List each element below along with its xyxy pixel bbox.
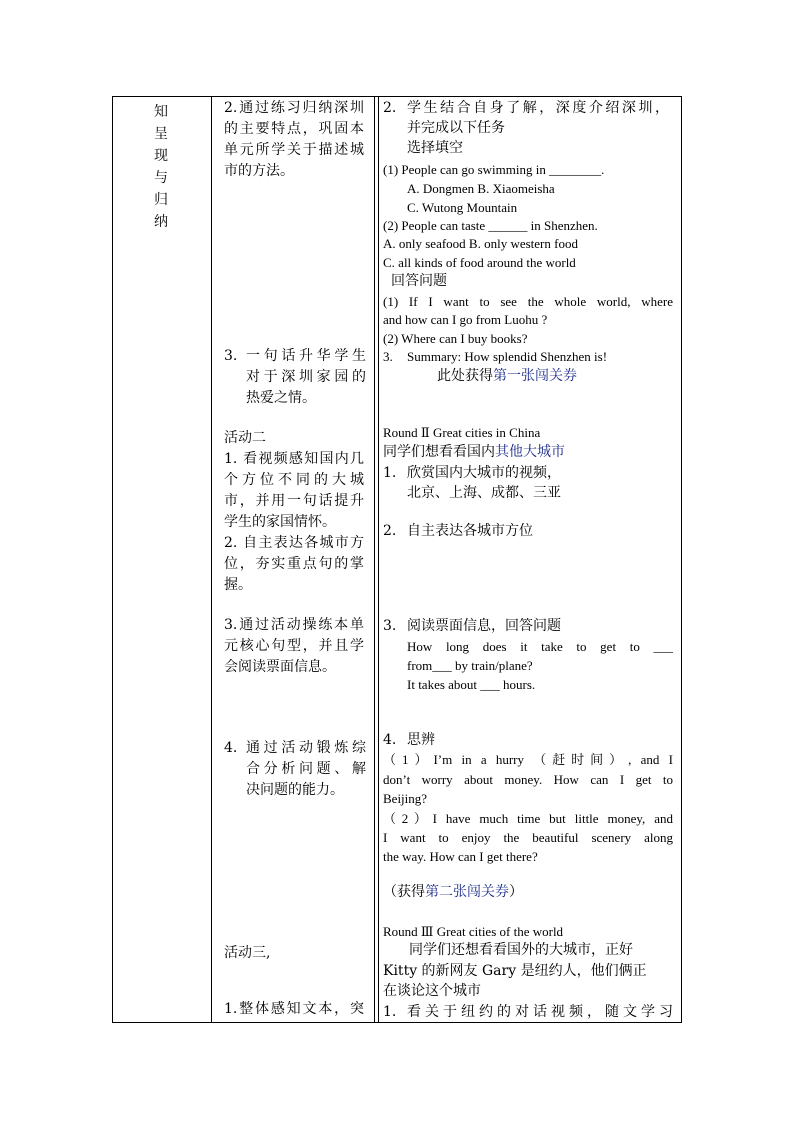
round-heading: Round Ⅲ Great cities of the world (383, 924, 564, 939)
activity-text: 并完成以下任务 (407, 120, 505, 136)
ticket-note-text: ） (509, 884, 523, 900)
stage-column (113, 97, 211, 1022)
objective-text: 合分析问题、解 (246, 761, 366, 777)
objective-text: 热爱之情。 (246, 390, 316, 406)
activity-heading: 活动二 (224, 430, 266, 446)
objective-text: 市的方法。 (224, 163, 294, 179)
objective-text: 位，夯实重点句的掌 (224, 556, 364, 572)
activity-text: 看关于纽约的对话视频，随文学习 (407, 1004, 673, 1020)
objective-text: 1. 看视频感知国内几 (224, 451, 364, 467)
question-text: (1) If I want to see the whole world, where (383, 294, 673, 309)
question-text: and how can I go from Luohu ? (383, 312, 548, 327)
ticket-note-text: 此处获得 (437, 368, 493, 384)
item-number: 1. (383, 1004, 397, 1020)
objective-text: 2.通过练习归纳深圳 (224, 100, 364, 116)
objective-text: 握。 (224, 577, 252, 593)
item-number: 1. (383, 465, 397, 481)
round-intro: Kitty 的新网友 Gary 是纽约人，他们俩正 (383, 963, 647, 979)
item-number: 4. (383, 732, 397, 748)
objective-text: 决问题的能力。 (246, 782, 344, 798)
objective-text: 通过活动锻炼综 (246, 740, 366, 756)
activity-text: 自主表达各城市方位 (407, 523, 533, 539)
activity-text: 北京、上海、成都、三亚 (407, 485, 561, 501)
ticket-note-text: （获得 (383, 884, 425, 900)
ticket-note (437, 367, 577, 386)
round-heading: Round Ⅱ Great cities in China (383, 425, 541, 440)
option-text: A. Dongmen B. Xiaomeisha (407, 181, 555, 196)
objective-number: 4. (224, 740, 238, 756)
activity-text: 阅读票面信息，回答问题 (407, 618, 561, 634)
round-intro-highlight: 其他大城市 (495, 444, 565, 460)
question-text: How long does it take to get to ___ (407, 639, 673, 654)
objective-text: 市，并用一句话提升 (224, 493, 364, 509)
stage-heading: 知呈现与归纳 (154, 104, 168, 230)
activity-heading: 活动三, (224, 945, 271, 961)
scenario-text: I want to enjoy the beautiful scenery along (383, 830, 673, 845)
scenario-text: （2）I have much time but little money, and (383, 811, 673, 826)
scenario-text: Beijing? (383, 791, 428, 806)
item-number: 2. (383, 100, 397, 116)
objectives-column (212, 97, 374, 1022)
column-divider (374, 97, 375, 1022)
ticket-note (383, 883, 523, 902)
activity-text: 选择填空 (407, 140, 463, 156)
option-text: C. Wutong Mountain (407, 200, 518, 215)
objective-text: 3.通过活动操练本单 (224, 617, 364, 633)
objective-text: 对于深圳家园的 (246, 369, 366, 385)
round-intro (383, 443, 565, 462)
option-text: A. only seafood B. only western food (383, 236, 578, 251)
summary-text: Summary: How splendid Shenzhen is! (407, 349, 608, 364)
round-intro: 同学们还想看看国外的大城市，正好 (409, 942, 633, 958)
objective-number: 3. (224, 348, 238, 364)
scenario-text: （1）I’m in a hurry （赶时间）, and I (383, 752, 673, 767)
question-text: (2) Where can I buy books? (383, 331, 528, 346)
objective-text: 学生的家国情怀。 (224, 514, 336, 530)
objective-text: 会阅读票面信息。 (224, 659, 336, 675)
activities-column (379, 97, 681, 1022)
question-text: (2) People can taste ______ in Shenzhen. (383, 218, 598, 233)
round-intro: 在谈论这个城市 (383, 983, 481, 999)
round-intro-text: 同学们想看看国内 (383, 444, 495, 460)
lesson-plan-table (112, 96, 682, 1023)
objective-text: 2. 自主表达各城市方 (224, 535, 364, 551)
objective-text: 一句话升华学生 (246, 348, 366, 364)
question-text: from___ by train/plane? (407, 658, 533, 673)
objective-text: 单元所学关于描述城 (224, 142, 364, 158)
objective-text: 的主要特点，巩固本 (224, 121, 364, 137)
ticket-highlight: 第二张闯关券 (425, 884, 509, 900)
objective-text: 个方位不同的大城 (224, 472, 364, 488)
scenario-text: don’t worry about money. How can I get to (383, 772, 673, 787)
question-text: It takes about ___ hours. (407, 677, 536, 692)
item-number: 2. (383, 523, 397, 539)
objective-text: 元核心句型，并且学 (224, 638, 364, 654)
ticket-highlight: 第一张闯关券 (493, 368, 577, 384)
scenario-text: the way. How can I get there? (383, 849, 538, 864)
activity-text: 思辨 (407, 732, 435, 748)
objective-text: 1.整体感知文本，突 (224, 1001, 364, 1017)
item-number: 3. (383, 618, 397, 634)
option-text: C. all kinds of food around the world (383, 255, 576, 270)
activity-text: 欣赏国内大城市的视频， (407, 465, 561, 481)
section-label: 回答问题 (391, 273, 447, 289)
question-text: (1) People can go swimming in ________. (383, 162, 605, 177)
item-number: 3. (383, 349, 393, 364)
activity-text: 学生结合自身了解，深度介绍深圳， (407, 100, 669, 116)
